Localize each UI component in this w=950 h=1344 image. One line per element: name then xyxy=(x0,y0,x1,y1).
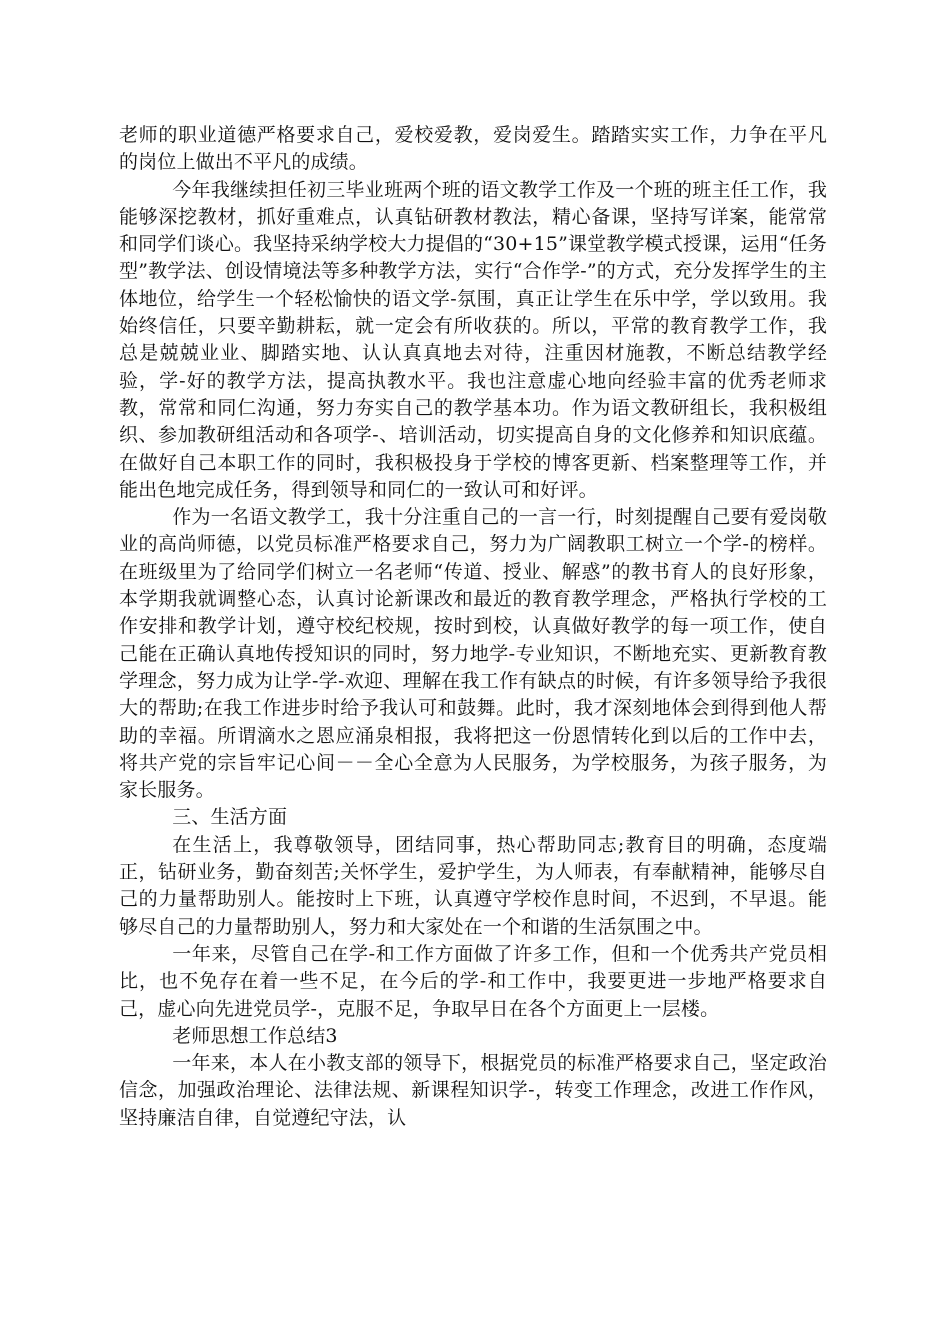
document-page xyxy=(119,122,827,1132)
paragraph-continuation: 老师的职业道德严格要求自己，爱校爱教，爱岗爱生。踏踏实实工作，力争在平凡的岗位上做出不平凡的成绩。 xyxy=(119,124,827,174)
paragraph-year-summary: 一年来，尽管自己在学-和工作方面做了许多工作，但和一个优秀共产党员相比，也不免存在着一些不足，在今后的学-和工作中，我要更进一步地严格要求自己，虚心向先进党员学-，克服不足，争取早日在各个方面更上一层楼。 xyxy=(119,942,827,1020)
section-heading-summary-3: 老师思想工作总结3 xyxy=(172,1024,338,1047)
section-heading-life: 三、生活方面 xyxy=(172,806,288,829)
paragraph-teaching-work: 今年我继续担任初三毕业班两个班的语文教学工作及一个班的班主任工作，我能够深挖教材，抓好重难点，认真钻研教材教法，精心备课，坚持写详案，能常常和同学们谈心。我坚持采纳学校大力提倡的“30+15”课堂教学模式授课，运用“任务型”教学法、创设情境法等多种教学方法，实行“合作学-”的方式，充分发挥学生的主体地位，给学生一个轻松愉快的语文学-氛围，真正让学生在乐中学，学以致用。我始终信任，只要辛勤耕耘，就一定会有所收获的。所以，平常的教育教学工作，我总是兢兢业业、脚踏实地、认认真真地去对待，注重因材施教，不断总结教学经验，学-好的教学方法，提高执教水平。我也注意虚心地向经验丰富的优秀老师求教，常常和同仁沟通，努力夯实自己的教学基本功。作为语文教研组长，我积极组织、参加教研组活动和各项学-、培训活动，切实提高自身的文化修养和知识底蕴。在做好自己本职工作的同时，我积极投身于学校的博客更新、档案整理等工作，并能出色地完成任务，得到领导和同仁的一致认可和好评。 xyxy=(119,178,827,501)
paragraph-life: 在生活上，我尊敬领导，团结同事，热心帮助同志;教育目的明确，态度端正，钻研业务，勤奋刻苦;关怀学生，爱护学生，为人师表，有奉献精神，能够尽自己的力量帮助别人。能按时上下班，认真遵守学校作息时间，不迟到，不早退。能够尽自己的力量帮助别人，努力和大家处在一个和谐的生活氛围之中。 xyxy=(119,833,827,938)
paragraph-teacher-conduct: 作为一名语文教学工，我十分注重自己的一言一行，时刻提醒自己要有爱岗敬业的高尚师德，以党员标准严格要求自己，努力为广阔教职工树立一个学-的榜样。在班级里为了给同学们树立一名老师“传道、授业、解惑”的教书育人的良好形象，本学期我就调整心态，认真讨论新课改和最近的教育教学理念，严格执行学校的工作安排和教学计划，遵守校纪校规，按时到校，认真做好教学的每一项工作，使自己能在正确认真地传授知识的同时，努力地学-专业知识，不断地充实、更新教育教学理念，努力成为让学-学-欢迎、理解在我工作有缺点的时候，有许多领导给予我很大的帮助;在我工作进步时给予我认可和鼓舞。此时，我才深刻地体会到得到他人帮助的幸福。所谓滴水之恩应涌泉相报，我将把这一份恩情转化到以后的工作中去，将共产党的宗旨牢记心间－－全心全意为人民服务，为学校服务，为孩子服务，为家长服务。 xyxy=(119,506,827,802)
paragraph-summary-3-intro: 一年来，本人在小教支部的领导下，根据党员的标准严格要求自己，坚定政治信念，加强政治理论、法律法规、新课程知识学-，转变工作理念，改进工作作风，坚持廉洁自律，自觉遵纪守法，认 xyxy=(119,1052,827,1129)
